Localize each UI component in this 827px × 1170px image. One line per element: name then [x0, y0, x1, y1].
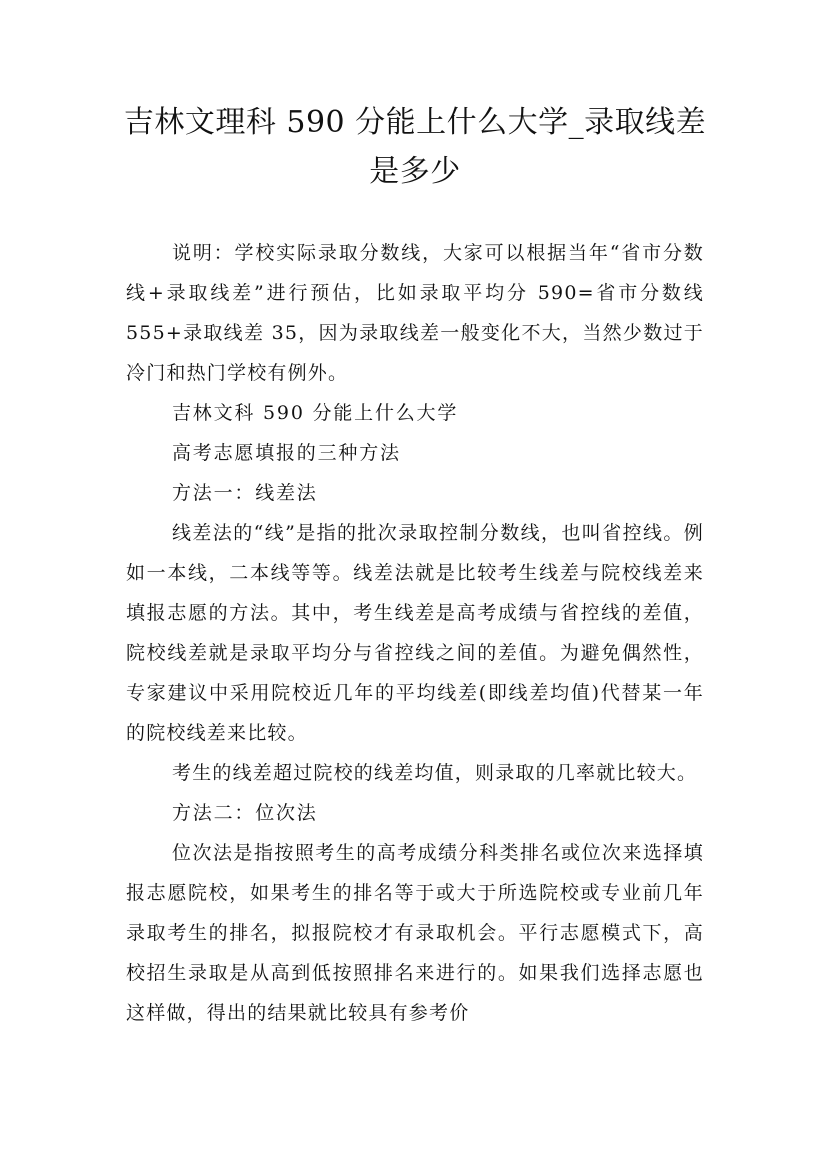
document-body	[126, 233, 704, 1033]
paragraph-method-one: 线差法的“线”是指的批次录取控制分数线，也叫省控线。例如一本线，二本线等等。线差法就是比较考生线差与院校线差来填报志愿的方法。其中，考生线差是高考成绩与省控线的差值，院校线差就是录取平均分与省控线之间的差值。为避免偶然性，专家建议中采用院校近几年的平均线差(即线差均值)代替某一年的院校线差来比较。	[126, 522, 704, 744]
subheading-jilin-wenke: 吉林文科 590 分能上什么大学	[172, 402, 459, 424]
document-title: 吉林文理科 590 分能上什么大学_录取线差是多少	[123, 105, 707, 189]
subheading-three-methods: 高考志愿填报的三种方法	[172, 442, 401, 464]
paragraph-line-diff-conclusion: 考生的线差超过院校的线差均值，则录取的几率就比较大。	[172, 762, 698, 784]
subheading-method-two: 方法二：位次法	[172, 802, 318, 824]
paragraph-method-two: 位次法是指按照考生的高考成绩分科类排名或位次来选择填报志愿院校，如果考生的排名等于或大于所选院校或专业前几年录取考生的排名，拟报院校才有录取机会。平行志愿模式下，高校招生录取是从高到低按照排名来进行的。如果我们选择志愿也这样做，得出的结果就比较具有参考价	[126, 842, 704, 1024]
subheading-method-one: 方法一：线差法	[172, 482, 318, 504]
paragraph-note: 说明：学校实际录取分数线，大家可以根据当年“省市分数线+录取线差”进行预估，比如录取平均分 590=省市分数线 555+录取线差 35，因为录取线差一般变化不大，当然少数过于冷门和热门学校有例外。	[126, 242, 704, 384]
